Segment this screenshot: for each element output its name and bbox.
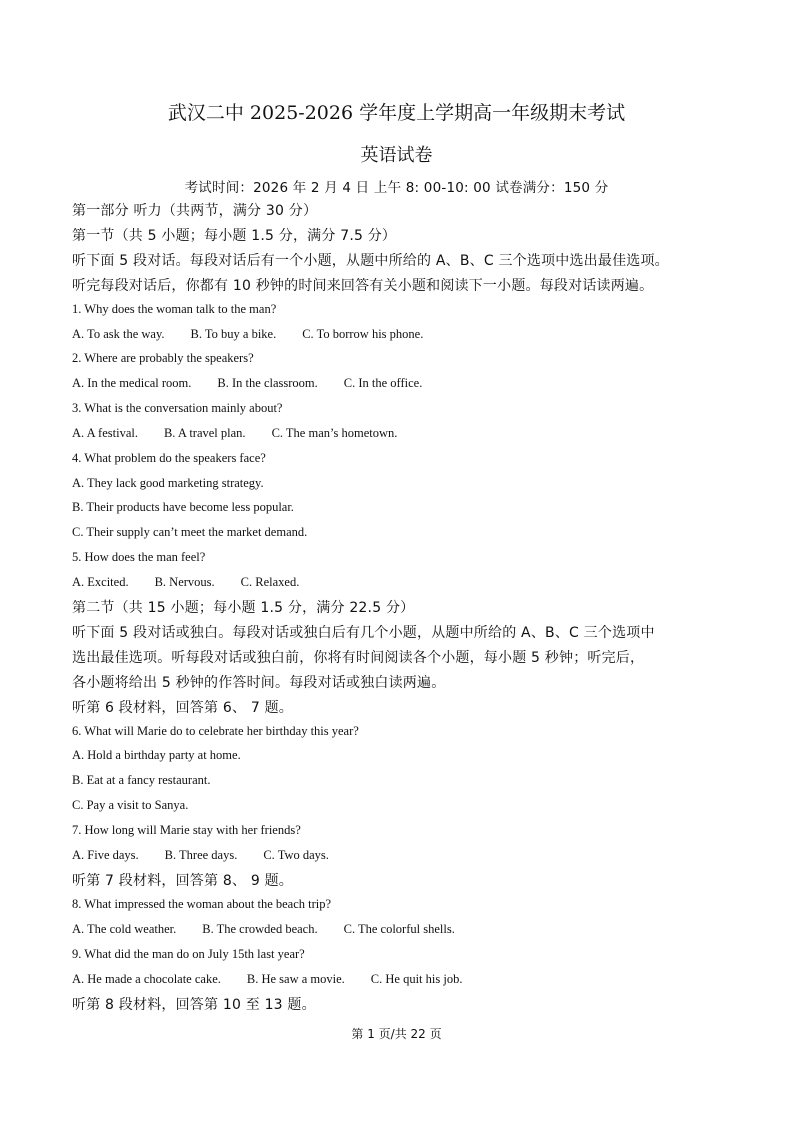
option-a: A. Excited.	[72, 575, 129, 589]
question-stem: 9. What did the man do on July 15th last year?	[72, 947, 305, 961]
option-c: C. Two days.	[263, 848, 329, 862]
material-7-heading: 听第 7 段材料，回答第 8、 9 题。	[72, 873, 293, 889]
option-b: B. To buy a bike.	[190, 327, 277, 341]
section2-instruction-3: 各小题将给出 5 秒钟的作答时间。每段对话或独白读两遍。	[72, 675, 446, 691]
question-options	[72, 376, 733, 391]
option-b: B. Nervous.	[154, 575, 215, 589]
question-options	[72, 575, 733, 590]
question-options	[72, 972, 733, 987]
option-c: C. Relaxed.	[240, 575, 300, 589]
option-a: A. To ask the way.	[72, 327, 165, 341]
option-c: C. He quit his job.	[370, 972, 463, 986]
question-stem: 5. How does the man feel?	[72, 550, 206, 564]
question-stem: 7. How long will Marie stay with her friends?	[72, 823, 301, 837]
question-options	[72, 922, 733, 937]
option-c: C. Pay a visit to Sanya.	[72, 798, 189, 812]
question-options	[72, 327, 733, 342]
option-b: B. In the classroom.	[217, 376, 318, 390]
question-stem: 6. What will Marie do to celebrate her birthday this year?	[72, 724, 359, 738]
option-b: B. Their products have become less popular.	[72, 500, 294, 514]
option-c: C. To borrow his phone.	[302, 327, 424, 341]
section1-instruction-1: 听下面 5 段对话。每段对话后有一个小题，从题中所给的 A、B、C 三个选项中选出最佳选项。	[72, 253, 669, 269]
part1-heading: 第一部分 听力（共两节，满分 30 分）	[72, 203, 318, 219]
material-6-heading: 听第 6 段材料，回答第 6、 7 题。	[72, 700, 293, 716]
option-b: B. He saw a movie.	[246, 972, 345, 986]
question-options	[72, 426, 733, 441]
option-c: C. Their supply can’t meet the market demand.	[72, 525, 308, 539]
question-stem: 8. What impressed the woman about the beach trip?	[72, 897, 332, 911]
question-stem: 4. What problem do the speakers face?	[72, 451, 266, 465]
question-options	[72, 848, 733, 863]
section1-instruction-2: 听完每段对话后，你都有 10 秒钟的时间来回答有关小题和阅读下一小题。每段对话读两遍。	[72, 278, 654, 294]
option-b: B. A travel plan.	[163, 426, 246, 440]
question-stem: 3. What is the conversation mainly about?	[72, 401, 283, 415]
question-stem: 1. Why does the woman talk to the man?	[72, 302, 277, 316]
exam-info: 考试时间：2026 年 2 月 4 日 上午 8: 00-10: 00 试卷满分：150 分	[184, 180, 609, 196]
option-a: A. Five days.	[72, 848, 139, 862]
option-b: B. The crowded beach.	[202, 922, 318, 936]
option-b: B. Three days.	[164, 848, 238, 862]
option-a: A. He made a chocolate cake.	[72, 972, 221, 986]
section1-heading: 第一节（共 5 小题；每小题 1.5 分，满分 7.5 分）	[72, 228, 397, 244]
section2-instruction-2: 选出最佳选项。听每段对话或独白前，你将有时间阅读各个小题，每小题 5 秒钟；听完后，	[72, 650, 645, 666]
option-a: A. The cold weather.	[72, 922, 177, 936]
question-stem: 2. Where are probably the speakers?	[72, 351, 254, 365]
option-b: B. Eat at a fancy restaurant.	[72, 773, 211, 787]
option-c: C. The man’s hometown.	[271, 426, 398, 440]
section2-instruction-1: 听下面 5 段对话或独白。每段对话或独白后有几个小题，从题中所给的 A、B、C 三个选项中	[72, 625, 655, 641]
option-c: C. In the office.	[343, 376, 423, 390]
material-8-heading: 听第 8 段材料，回答第 10 至 13 题。	[72, 997, 316, 1013]
exam-title: 武汉二中 2025-2026 学年度上学期高一年级期末考试	[167, 102, 626, 124]
section2-heading: 第二节（共 15 小题；每小题 1.5 分，满分 22.5 分）	[72, 600, 415, 616]
option-a: A. In the medical room.	[72, 376, 192, 390]
page-number: 第 1 页/共 22 页	[351, 1027, 442, 1041]
option-a: A. Hold a birthday party at home.	[72, 748, 241, 762]
exam-subtitle: 英语试卷	[360, 145, 433, 166]
option-c: C. The colorful shells.	[343, 922, 455, 936]
option-a: A. They lack good marketing strategy.	[72, 476, 264, 490]
option-a: A. A festival.	[72, 426, 138, 440]
